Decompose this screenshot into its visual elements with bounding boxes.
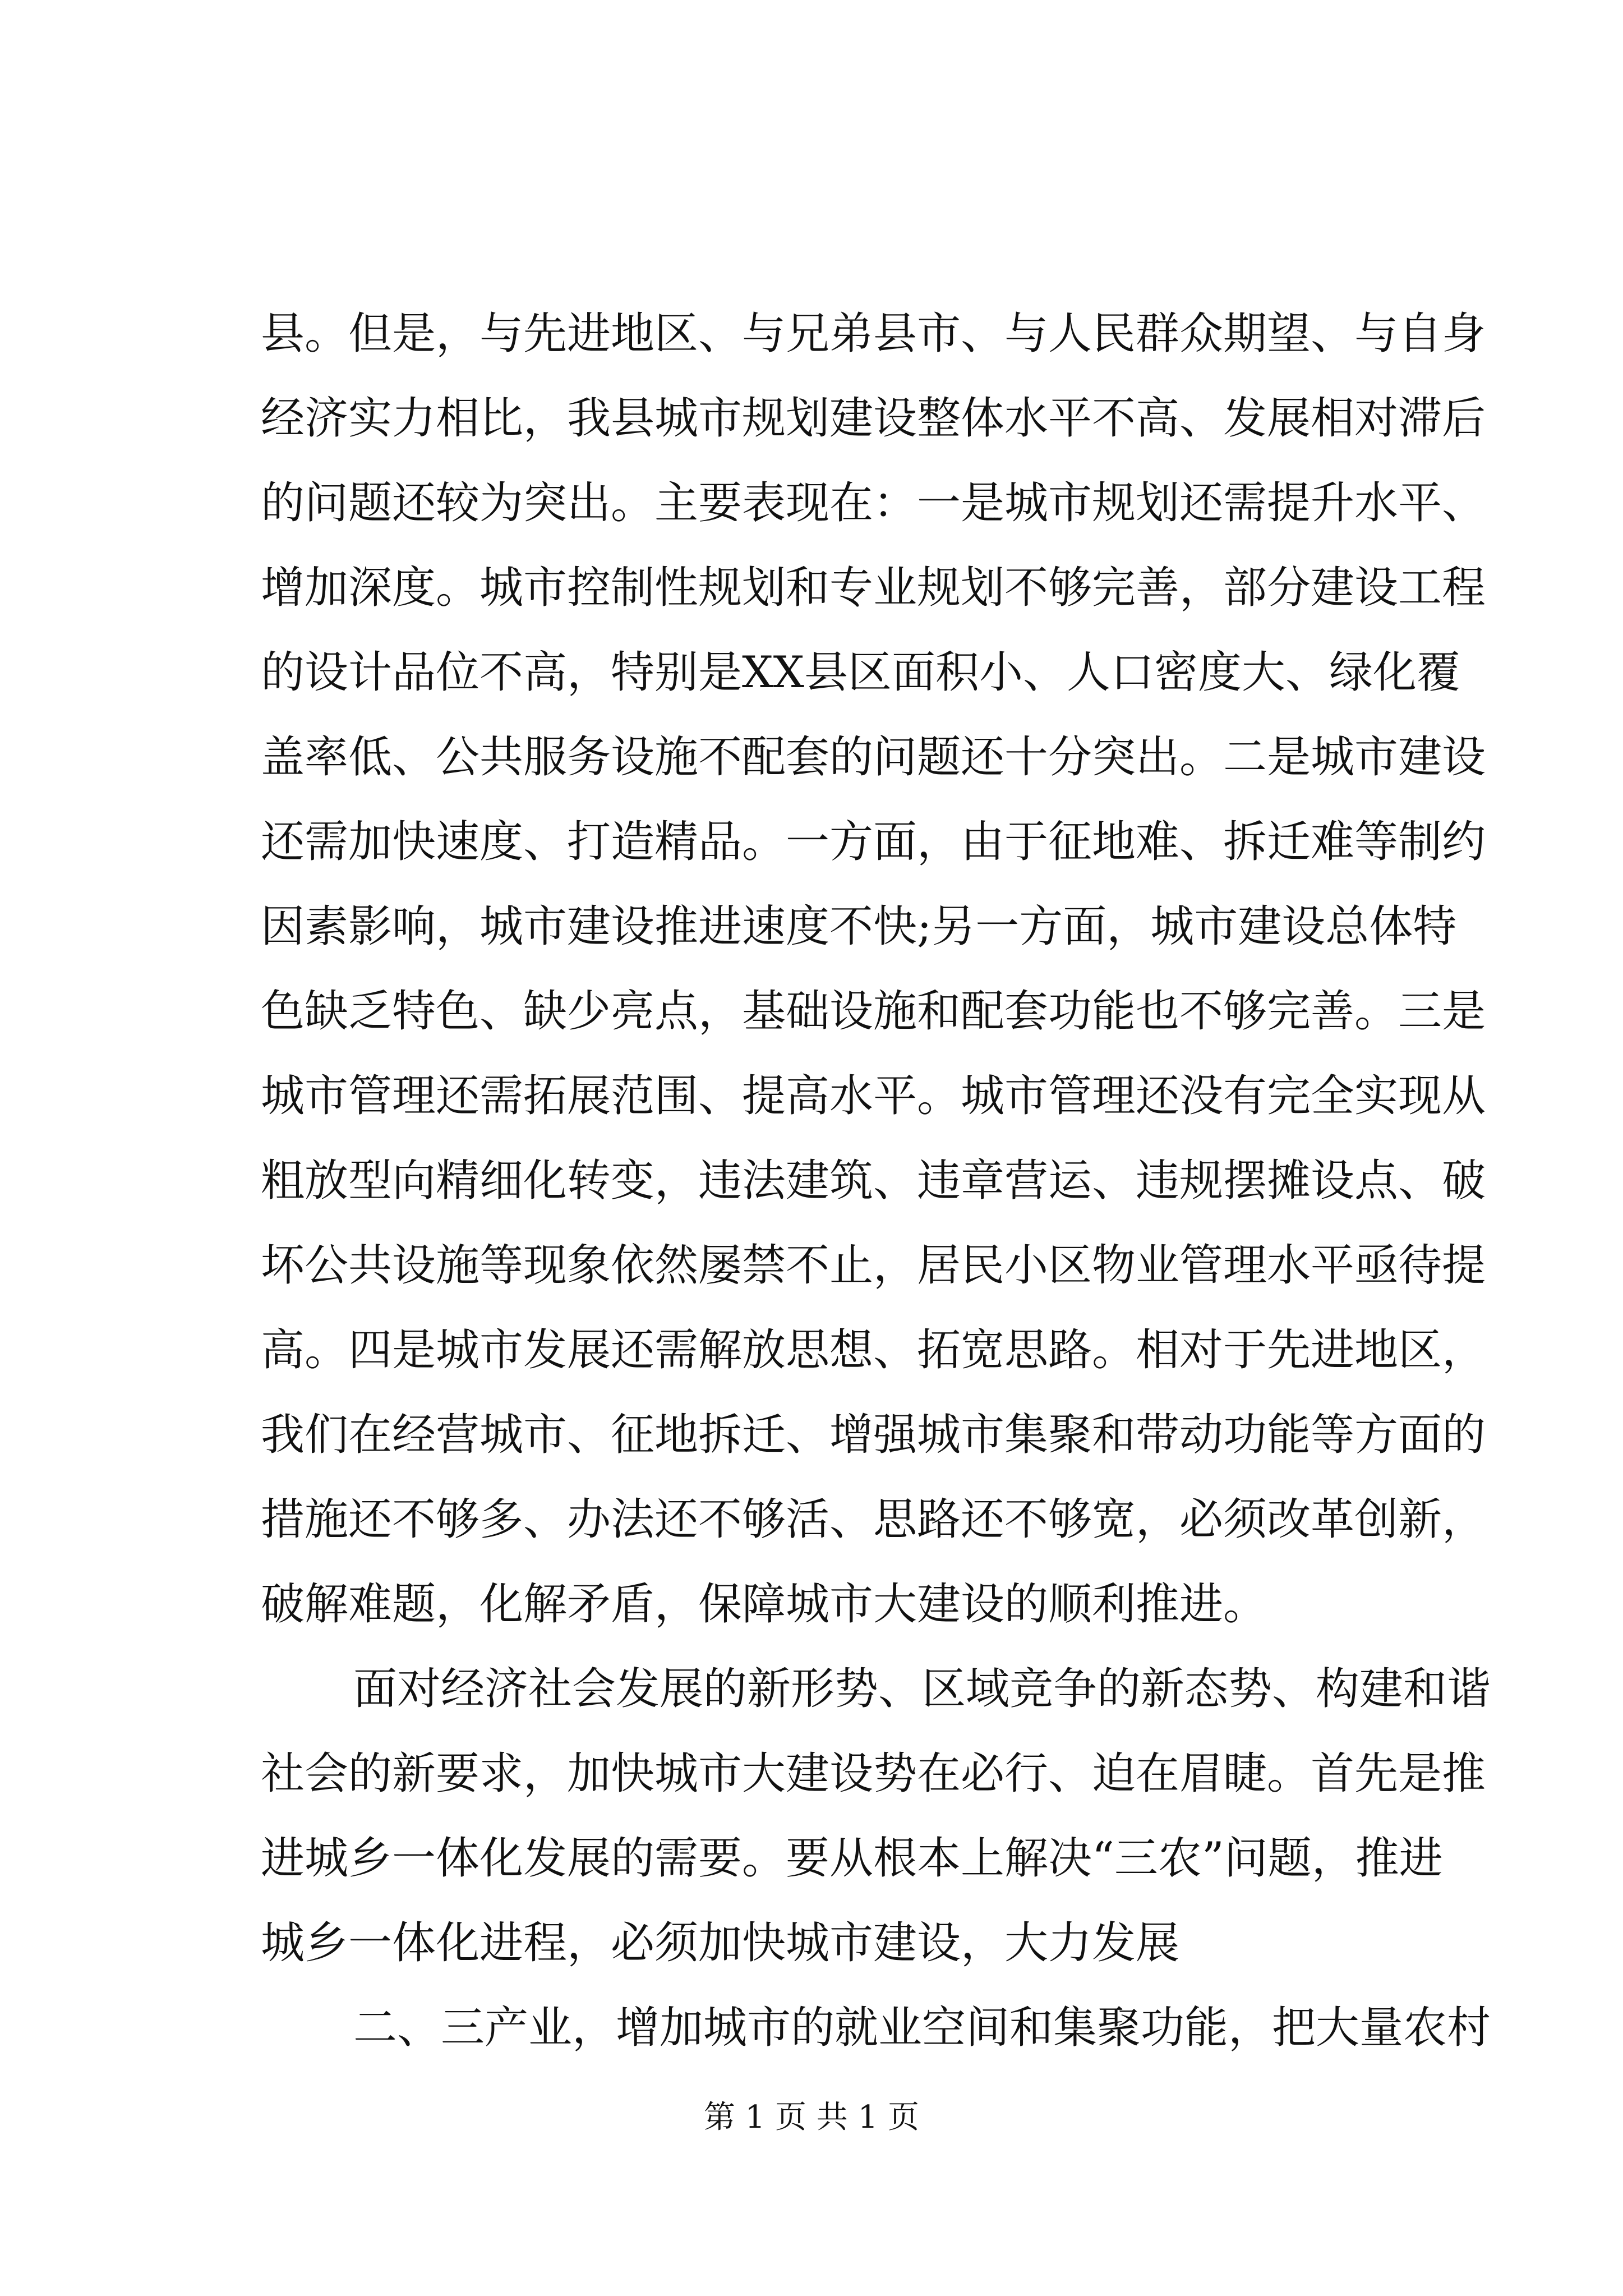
paragraph-1-line-10: 城市管理还需拓展范围、提高水平。城市管理还没有完全实现从 <box>261 1071 1486 1121</box>
paragraph-1-line-3: 的问题还较为突出。主要表现在：一是城市规划还需提升水平、 <box>261 478 1486 528</box>
paragraph-1-line-9: 色缺乏特色、缺少亮点，基础设施和配套功能也不够完善。三是 <box>261 986 1486 1037</box>
paragraph-2-line-3: 进城乡一体化发展的需要。要从根本上解决“三农”问题，推进 <box>261 1833 1443 1884</box>
paragraph-1-line-4: 增加深度。城市控制性规划和专业规划不够完善，部分建设工程 <box>261 563 1486 613</box>
paragraph-1-line-12: 坏公共设施等现象依然屡禁不止，居民小区物业管理水平亟待提 <box>261 1240 1486 1291</box>
paragraph-1-line-5: 的设计品位不高，特别是XX县区面积小、人口密度大、绿化覆 <box>261 647 1461 698</box>
paragraph-1-line-1: 县。但是，与先进地区、与兄弟县市、与人民群众期望、与自身 <box>261 309 1486 359</box>
paragraph-1-line-14: 我们在经营城市、征地拆迁、增强城市集聚和带动功能等方面的 <box>261 1410 1486 1460</box>
paragraph-1-line-2: 经济实力相比，我县城市规划建设整体水平不高、发展相对滞后 <box>261 393 1486 444</box>
paragraph-3-line-1: 二、三产业，增加城市的就业空间和集聚功能，把大量农村 <box>353 2003 1491 2053</box>
paragraph-1-line-11: 粗放型向精细化转变，违法建筑、违章营运、违规摆摊设点、破 <box>261 1156 1486 1206</box>
paragraph-2-line-4: 城乡一体化进程，必须加快城市建设，大力发展 <box>261 1918 1180 1968</box>
page-footer: 第 1 页 共 1 页 <box>703 2099 920 2136</box>
paragraph-1-line-7: 还需加快速度、打造精品。一方面，由于征地难、拆迁难等制约 <box>261 817 1486 867</box>
paragraph-1-line-15: 措施还不够多、办法还不够活、思路还不够宽，必须改革创新， <box>261 1494 1486 1545</box>
paragraph-1-line-6: 盖率低、公共服务设施不配套的问题还十分突出。二是城市建设 <box>261 732 1486 783</box>
document-body <box>261 292 1491 2070</box>
paragraph-1-line-16: 破解难题，化解矛盾，保障城市大建设的顺利推进。 <box>261 1579 1267 1630</box>
paragraph-2-line-1: 面对经济社会发展的新形势、区域竞争的新态势、构建和谐 <box>353 1664 1491 1714</box>
paragraph-1-line-13: 高。四是城市发展还需解放思想、拓宽思路。相对于先进地区， <box>261 1325 1486 1375</box>
paragraph-1-line-8: 因素影响，城市建设推进速度不快;另一方面，城市建设总体特 <box>261 901 1457 952</box>
paragraph-2-line-2: 社会的新要求，加快城市大建设势在必行、迫在眉睫。首先是推 <box>261 1749 1486 1799</box>
